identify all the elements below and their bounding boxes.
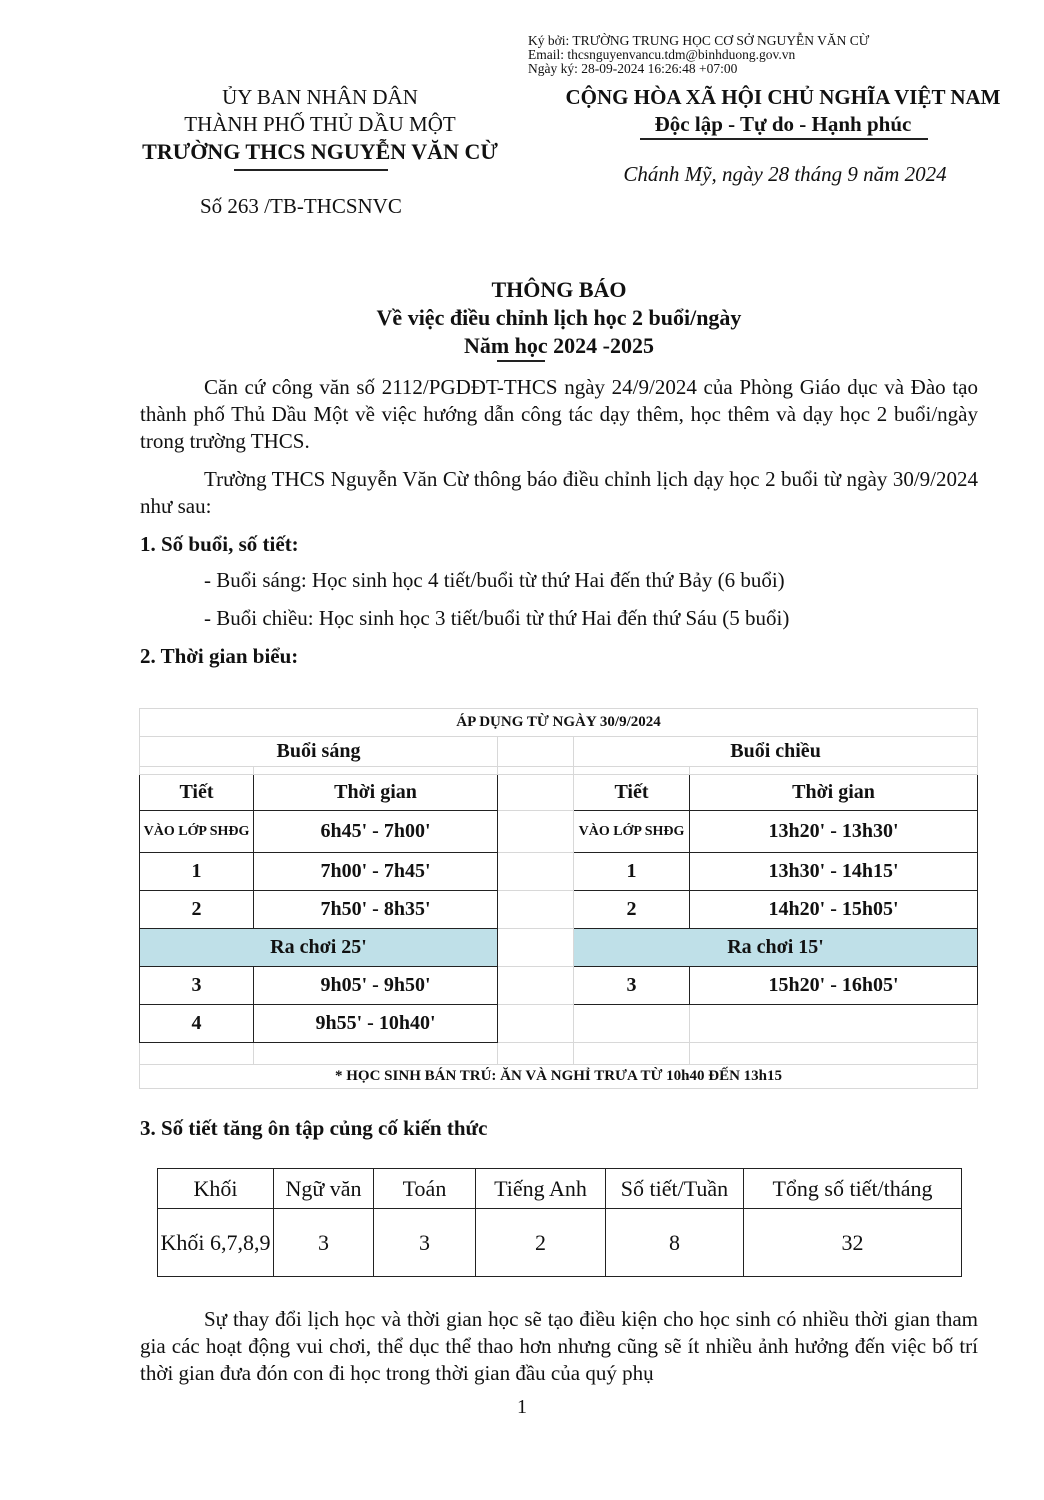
afternoon-break: Ra chơi 15' — [574, 929, 978, 967]
afternoon-period-1: 1 — [574, 853, 690, 891]
document-title — [140, 276, 978, 360]
issuer-underline — [234, 169, 388, 171]
cell-periods-per-month: 32 — [744, 1209, 962, 1277]
spacer-cell — [690, 767, 978, 775]
header-english: Tiếng Anh — [476, 1169, 606, 1209]
afternoon-label: Buổi chiều — [574, 737, 978, 767]
spacer-cell — [498, 811, 574, 853]
spacer-cell — [690, 1005, 978, 1043]
national-motto: CỘNG HÒA XÃ HỘI CHỦ NGHĨA VIỆT NAM — [565, 85, 1001, 109]
morning-header-time: Thời gian — [254, 775, 498, 811]
spacer-cell — [254, 767, 498, 775]
morning-shdg-time: 6h45' - 7h00' — [254, 811, 498, 853]
issue-date: Chánh Mỹ, ngày 28 tháng 9 năm 2024 — [623, 162, 947, 186]
spacer-cell — [498, 775, 574, 811]
morning-header-period: Tiết — [140, 775, 254, 811]
slogan-underline — [640, 138, 928, 140]
morning-label: Buổi sáng — [140, 737, 498, 767]
afternoon-period-2-time: 14h20' - 15h05' — [690, 891, 978, 929]
paragraph-impact — [140, 1306, 978, 1387]
paragraph-legal-basis — [140, 374, 978, 455]
page-number: 1 — [517, 1396, 527, 1418]
header-math: Toán — [374, 1169, 476, 1209]
paragraph-announcement-text: Trường THCS Nguyễn Văn Cừ thông báo điều chỉnh lịch dạy học 2 buổi từ ngày 30/9/2024 như sau: — [140, 467, 978, 518]
afternoon-period-3-time: 15h20' - 16h05' — [690, 967, 978, 1005]
national-header — [548, 84, 1018, 138]
cell-periods-per-week: 8 — [606, 1209, 744, 1277]
spacer-cell — [498, 967, 574, 1005]
morning-period-4: 4 — [140, 1005, 254, 1043]
morning-period-1-time: 7h00' - 7h45' — [254, 853, 498, 891]
spacer-cell — [498, 853, 574, 891]
header-periods-per-month: Tổng số tiết/tháng — [744, 1169, 962, 1209]
header-periods-per-week: Số tiết/Tuần — [606, 1169, 744, 1209]
signature-date: Ngày ký: 28-09-2024 16:26:48 +07:00 — [528, 61, 738, 76]
afternoon-period-2: 2 — [574, 891, 690, 929]
paragraph-announcement — [140, 466, 978, 520]
issuer-line-2: THÀNH PHỐ THỦ DẦU MỘT — [184, 112, 456, 136]
morning-break: Ra chơi 25' — [140, 929, 498, 967]
spacer-cell — [140, 767, 254, 775]
schedule-footnote: * HỌC SINH BÁN TRÚ: ĂN VÀ NGHỈ TRƯA TỪ 10h40 ĐẾN 13h15 — [140, 1065, 978, 1089]
title-line-2: Về việc điều chỉnh lịch học 2 buổi/ngày — [376, 305, 742, 330]
title-line-3: Năm học 2024 -2025 — [463, 333, 655, 358]
signature-email: Email: thcsnguyenvancu.tdm@binhduong.gov.vn — [528, 47, 796, 62]
section-1-heading: 1. Số buổi, số tiết: — [140, 532, 299, 556]
document-number: Số 263 /TB-THCSNVC — [200, 194, 402, 218]
morning-period-3: 3 — [140, 967, 254, 1005]
review-periods-table — [157, 1168, 962, 1277]
section-2-heading: 2. Thời gian biểu: — [140, 644, 299, 668]
issuer-header — [110, 84, 530, 165]
cell-math: 3 — [374, 1209, 476, 1277]
spacer-cell — [140, 1043, 254, 1065]
morning-period-4-time: 9h55' - 10h40' — [254, 1005, 498, 1043]
morning-period-1: 1 — [140, 853, 254, 891]
cell-english: 2 — [476, 1209, 606, 1277]
morning-period-2: 2 — [140, 891, 254, 929]
paragraph-legal-basis-text: Căn cứ công văn số 2112/PGDĐT-THCS ngày 24/9/2024 của Phòng Giáo dục và Đào tạo thành phố Thủ Dầu Một về việc hướng dẫn công tác dạy thêm, học thêm và dạy học 2 buổi/ngày trong trường THCS. — [140, 375, 978, 453]
afternoon-shdg-time: 13h20' - 13h30' — [690, 811, 978, 853]
cell-grade: Khối 6,7,8,9 — [158, 1209, 274, 1277]
spacer-cell — [254, 1043, 498, 1065]
spacer-cell — [574, 767, 690, 775]
national-slogan: Độc lập - Tự do - Hạnh phúc — [654, 112, 912, 136]
title-line-1: THÔNG BÁO — [491, 277, 627, 302]
bullet-morning: - Buổi sáng: Học sinh học 4 tiết/buổi từ thứ Hai đến thứ Bảy (6 buổi) — [204, 568, 785, 592]
spacer-cell — [498, 1005, 574, 1043]
cell-literature: 3 — [274, 1209, 374, 1277]
paragraph-impact-text: Sự thay đổi lịch học và thời gian học sẽ tạo điều kiện cho học sinh có nhiều thời gian tham gia các hoạt động vui chơi, thể dục thể thao hơn nhưng cũng sẽ ít nhiều ảnh hưởng đến việc bố trí thời gian đưa đón con đi học trong thời gian đầu của quý phụ — [140, 1307, 978, 1385]
bullet-afternoon: - Buổi chiều: Học sinh học 3 tiết/buổi từ thứ Hai đến thứ Sáu (5 buổi) — [204, 606, 790, 630]
afternoon-period-1-time: 13h30' - 14h15' — [690, 853, 978, 891]
spacer-cell — [498, 1043, 574, 1065]
school-name: TRƯỜNG THCS NGUYỄN VĂN CỪ — [142, 139, 498, 164]
schedule-table — [139, 708, 978, 1089]
afternoon-shdg-label: VÀO LỚP SHĐG — [574, 811, 690, 853]
afternoon-period-3: 3 — [574, 967, 690, 1005]
header-literature: Ngữ văn — [274, 1169, 374, 1209]
title-underline — [497, 360, 545, 362]
spacer-cell — [574, 1005, 690, 1043]
signature-signer: Ký bởi: TRƯỜNG TRUNG HỌC CƠ SỞ NGUYỄN VĂN CỪ — [528, 33, 870, 48]
afternoon-header-period: Tiết — [574, 775, 690, 811]
spacer-cell — [498, 891, 574, 929]
issuer-line-1: ỦY BAN NHÂN DÂN — [222, 85, 418, 109]
header-grade: Khối — [158, 1169, 274, 1209]
spacer-cell — [690, 1043, 978, 1065]
morning-shdg-label: VÀO LỚP SHĐG — [140, 811, 254, 853]
morning-period-3-time: 9h05' - 9h50' — [254, 967, 498, 1005]
spacer-cell — [498, 737, 574, 767]
spacer-cell — [498, 929, 574, 967]
spacer-cell — [574, 1043, 690, 1065]
section-3-heading: 3. Số tiết tăng ôn tập củng cố kiến thức — [140, 1116, 488, 1140]
afternoon-header-time: Thời gian — [690, 775, 978, 811]
morning-period-2-time: 7h50' - 8h35' — [254, 891, 498, 929]
schedule-caption: ÁP DỤNG TỪ NGÀY 30/9/2024 — [140, 709, 978, 737]
spacer-cell — [498, 767, 574, 775]
digital-signature — [528, 34, 869, 76]
